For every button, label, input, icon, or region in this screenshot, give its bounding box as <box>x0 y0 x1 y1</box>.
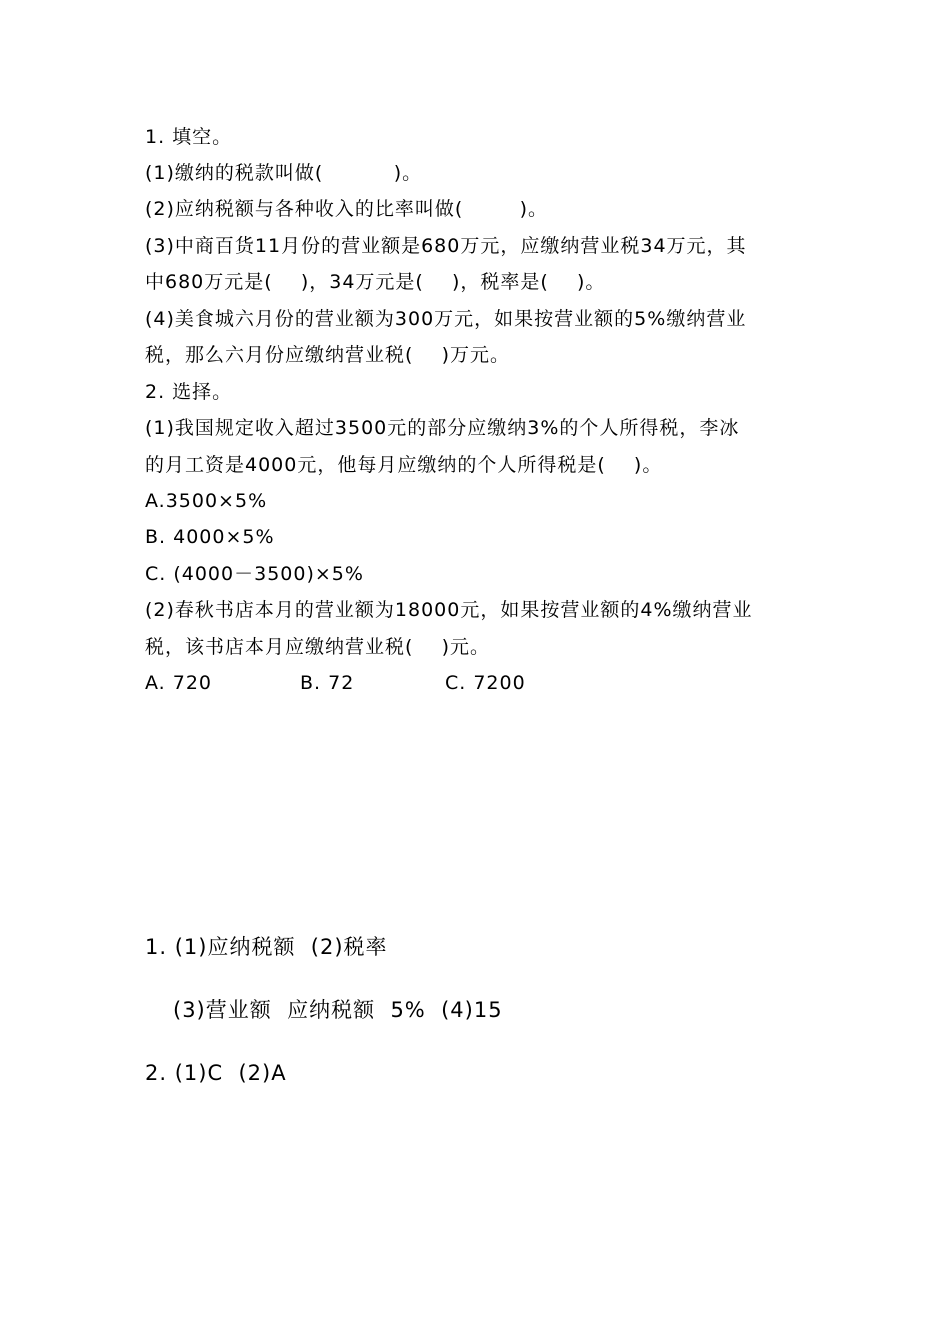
question-1-1: (1)缴纳的税款叫做( )。 <box>145 162 423 184</box>
answer-2-line1: 2. (1)C (2)A <box>145 1061 287 1085</box>
question-2-1-option-c: C. (4000－3500)×5% <box>145 563 364 585</box>
question-2-1-line2: 的月工资是4000元，他每月应缴纳的个人所得税是( )。 <box>145 454 663 476</box>
answer-1-line1: 1. (1)应纳税额 (2)税率 <box>145 935 388 959</box>
question-2-2-line2: 税，该书店本月应缴纳营业税( )元。 <box>145 636 490 658</box>
question-1-heading: 1. 填空。 <box>145 126 233 148</box>
question-1-4-line2: 税，那么六月份应缴纳营业税( )万元。 <box>145 344 510 366</box>
answer-1-line2: (3)营业额 应纳税额 5% (4)15 <box>173 998 503 1022</box>
question-2-heading: 2. 选择。 <box>145 381 233 403</box>
question-1-3-line1: (3)中商百货11月份的营业额是680万元，应缴纳营业税34万元，其 <box>145 235 747 257</box>
question-2-2-option-c: C. 7200 <box>445 672 526 694</box>
question-1-3-line2: 中680万元是( )，34万元是( )，税率是( )。 <box>145 271 606 293</box>
question-2-2-option-b: B. 72 <box>300 672 355 694</box>
question-2-2-option-a: A. 720 <box>145 672 213 694</box>
question-2-1-option-a: A.3500×5% <box>145 490 268 512</box>
question-2-2-line1: (2)春秋书店本月的营业额为18000元，如果按营业额的4%缴纳营业 <box>145 599 753 621</box>
question-1-2: (2)应纳税额与各种收入的比率叫做( )。 <box>145 198 549 220</box>
question-1-4-line1: (4)美食城六月份的营业额为300万元，如果按营业额的5%缴纳营业 <box>145 308 747 330</box>
question-2-1-line1: (1)我国规定收入超过3500元的部分应缴纳3%的个人所得税，李冰 <box>145 417 740 439</box>
question-2-1-option-b: B. 4000×5% <box>145 526 275 548</box>
